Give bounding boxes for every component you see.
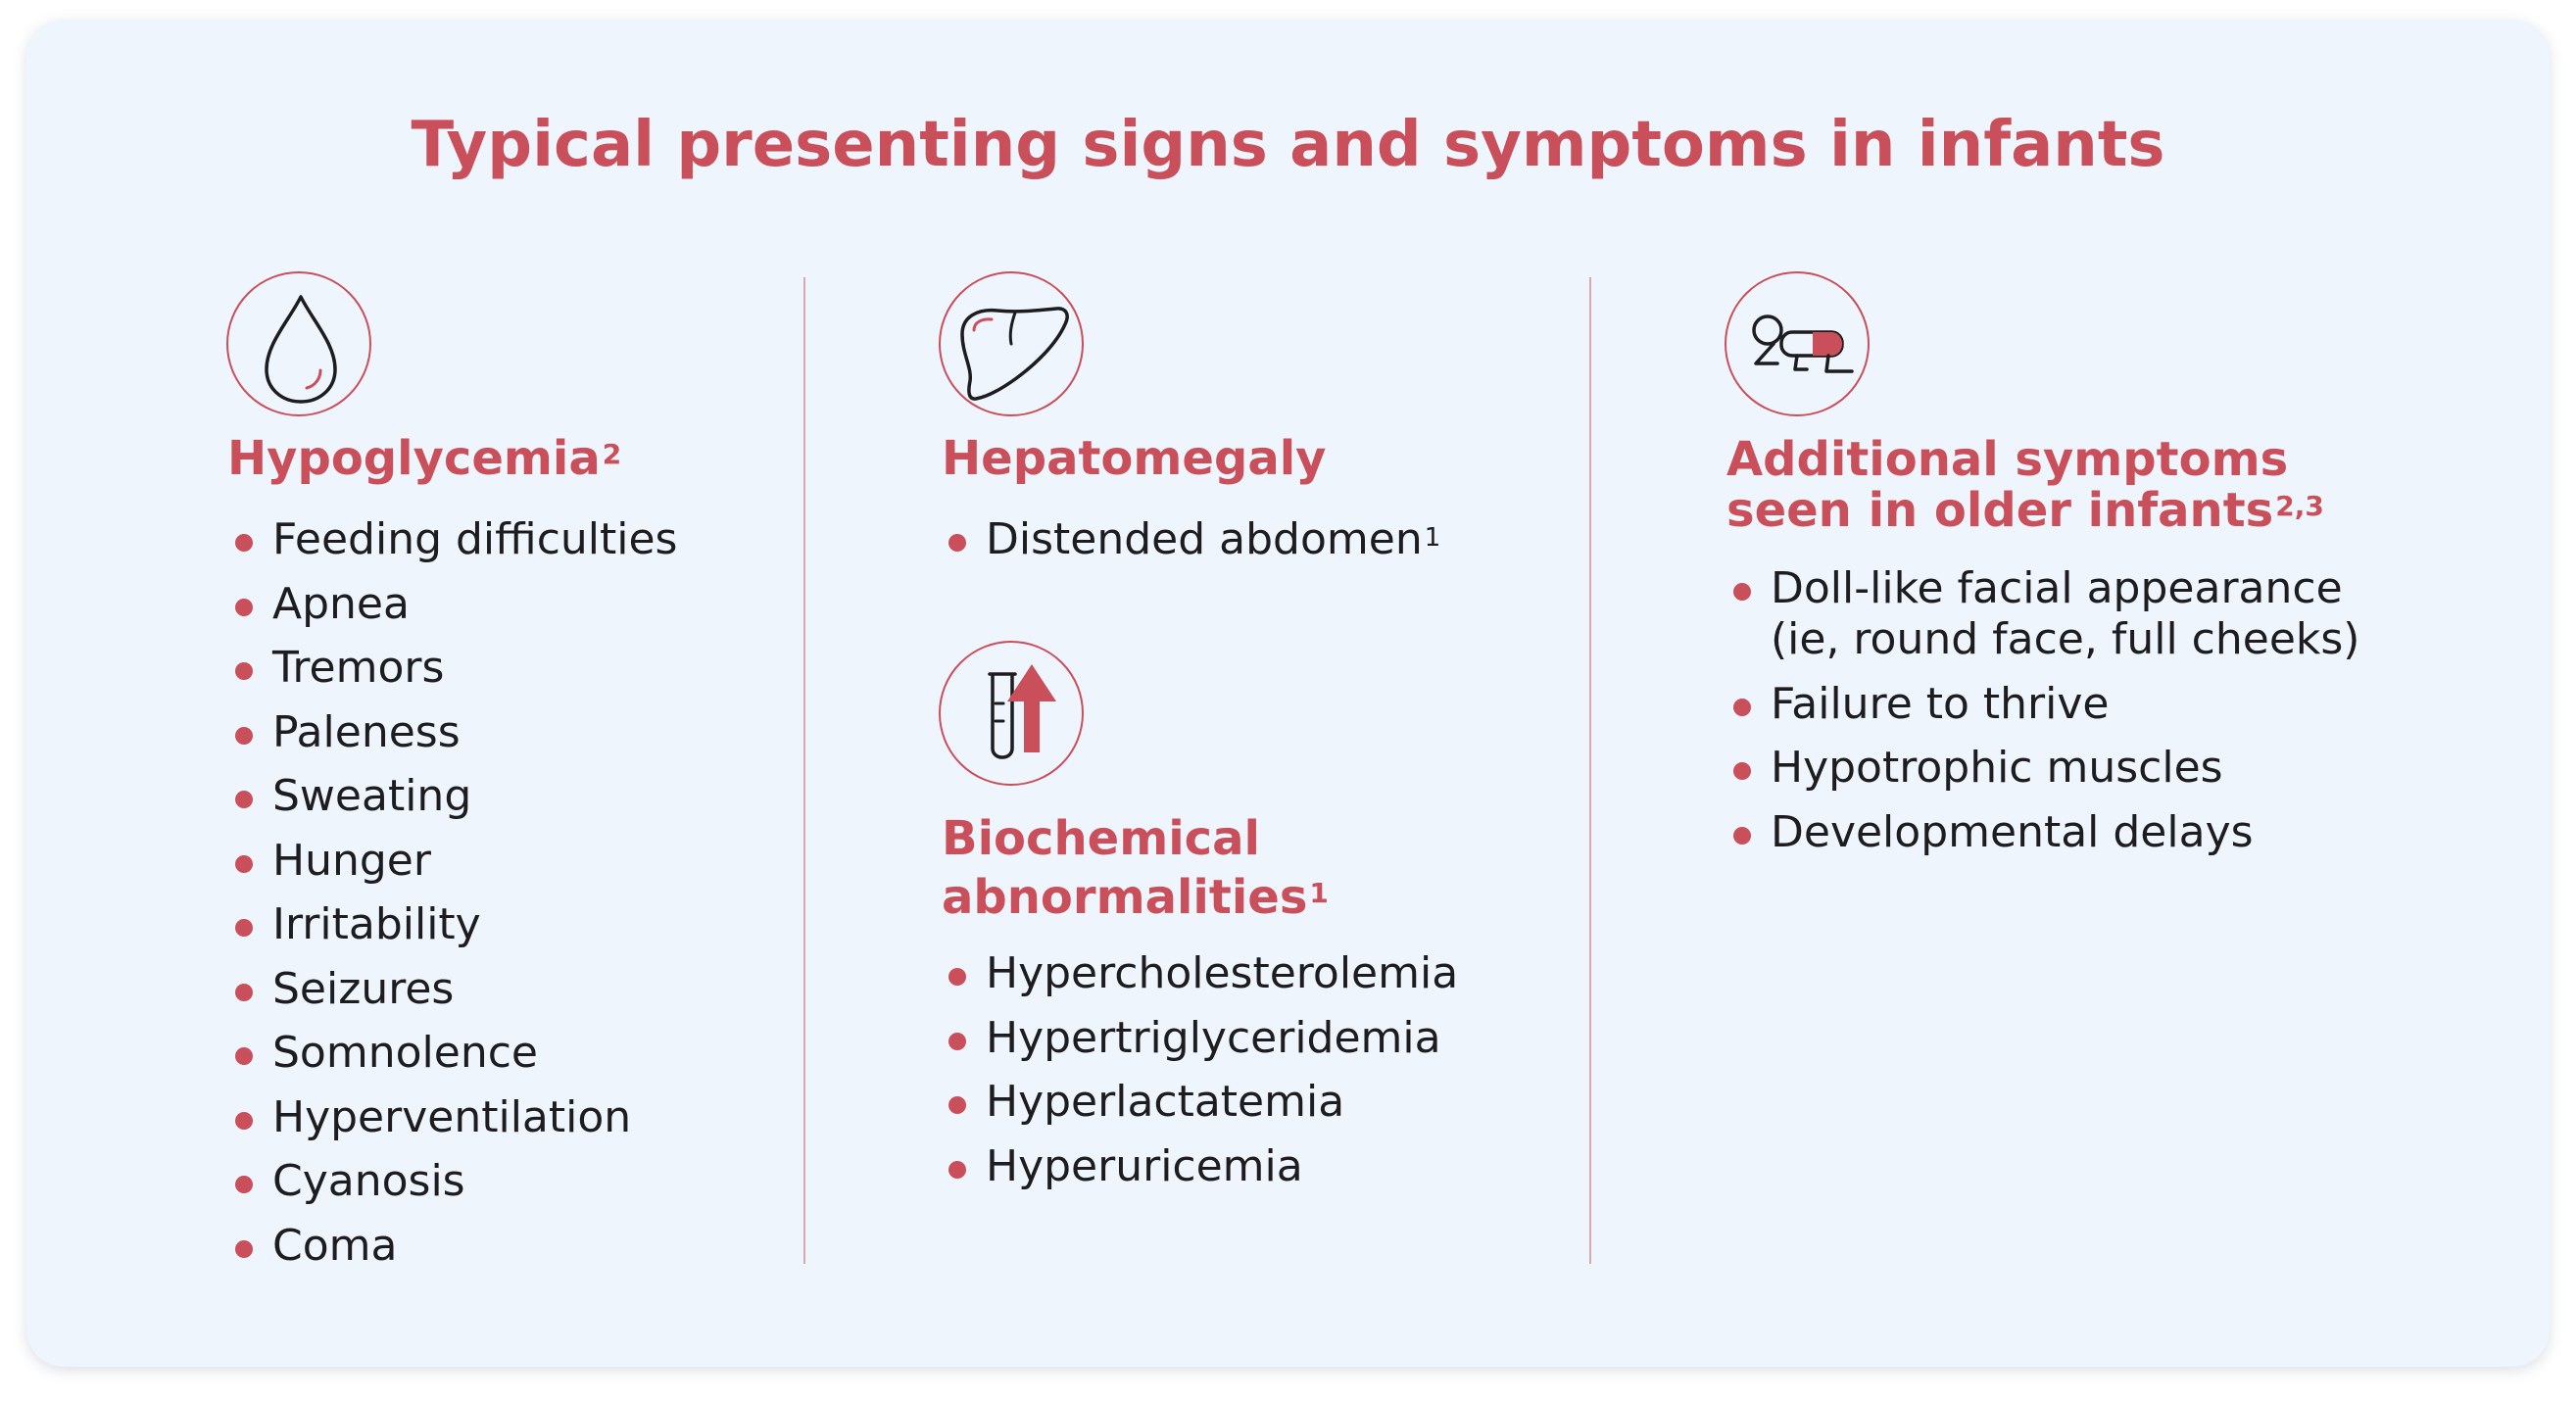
- hypoglycemia-heading-text: Hypoglycemia: [227, 431, 601, 486]
- hypoglycemia-reference: 2: [602, 438, 622, 470]
- list-item: Irritability: [231, 899, 677, 950]
- blood-drop-icon: [226, 271, 371, 416]
- list-item: [1729, 563, 2359, 665]
- list-item: Somnolence: [231, 1028, 677, 1079]
- list-item: Failure to thrive: [1729, 679, 2359, 730]
- list-item: Paleness: [231, 707, 677, 758]
- list-item: Seizures: [231, 964, 677, 1015]
- list-item: Feeding difficulties: [231, 514, 677, 565]
- list-item: Hunger: [231, 836, 677, 887]
- crawling-baby-icon: [1725, 271, 1870, 416]
- biochemical-reference: 1: [1309, 877, 1329, 909]
- older-infants-symptom-list: [1729, 563, 2359, 871]
- list-item-text: Distended abdomen: [986, 514, 1423, 564]
- list-item: Hypertriglyceridemia: [945, 1013, 1458, 1064]
- biochemical-heading-line1: Biochemical: [942, 811, 1260, 866]
- list-item: Hyperuricemia: [945, 1141, 1458, 1192]
- older-infants-heading-line1: Additional symptoms: [1726, 432, 2289, 487]
- biochemical-heading-line2: abnormalities: [942, 870, 1308, 925]
- column-divider-right: [1589, 277, 1591, 1264]
- list-item: Hypotrophic muscles: [1729, 743, 2359, 794]
- list-item: Cyanosis: [231, 1156, 677, 1207]
- biochemical-symptom-list: [945, 948, 1458, 1205]
- column-divider-left: [803, 277, 805, 1264]
- list-item: Hyperlactatemia: [945, 1077, 1458, 1128]
- hypoglycemia-symptom-list: [231, 514, 677, 1284]
- list-item: Hyperventilation: [231, 1092, 677, 1143]
- test-tube-up-arrow-icon: [939, 641, 1084, 786]
- list-item: Developmental delays: [1729, 807, 2359, 858]
- list-item: Coma: [231, 1221, 677, 1272]
- older-infants-heading-line2: seen in older infants: [1726, 483, 2274, 538]
- list-item-line2: (ie, round face, full cheeks): [1771, 614, 2360, 664]
- hepatomegaly-heading: Hepatomegaly: [942, 431, 1327, 486]
- page-title: Typical presenting signs and symptoms in infants: [411, 109, 2165, 181]
- hepatomegaly-symptom-list: [945, 514, 1440, 579]
- liver-icon: [939, 271, 1084, 416]
- list-item-reference: 1: [1424, 523, 1441, 553]
- hypoglycemia-heading: [227, 433, 621, 484]
- older-infants-reference: 2,3: [2275, 490, 2324, 522]
- list-item: Sweating: [231, 771, 677, 822]
- list-item: Hypercholesterolemia: [945, 948, 1458, 999]
- list-item-line1: Doll-like facial appearance: [1771, 563, 2343, 613]
- list-item: [945, 514, 1440, 565]
- list-item: Tremors: [231, 643, 677, 694]
- list-item: Apnea: [231, 579, 677, 630]
- older-infants-heading: [1726, 434, 2324, 536]
- biochemical-heading: [942, 809, 1329, 927]
